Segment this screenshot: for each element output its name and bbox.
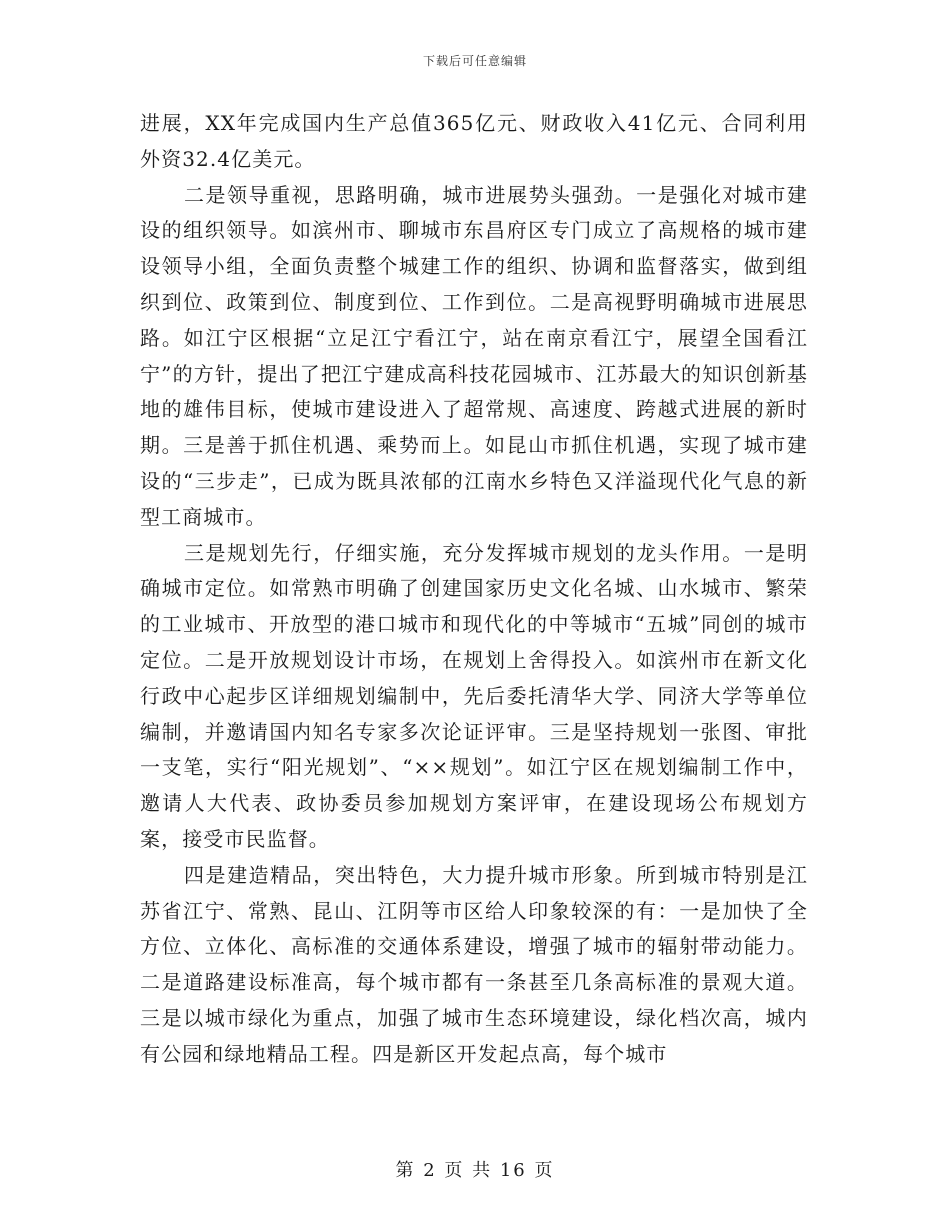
page-header: 下载后可任意编辑 xyxy=(422,54,527,68)
paragraph-planning: 三是规划先行，仔细实施，充分发挥城市规划的龙头作用。一是明确城市定位。如常熟市明确了创建国家历史文化名城、山水城市、繁荣的工业城市、开放型的港口城市和现代化的中等城市“五城”同创的城市定位。二是开放规划设计市场，在规划上舍得投入。如滨州市在新文化行政中心起步区详细规划编制中，先后委托清华大学、同济大学等单位编制，并邀请国内知名专家多次论证评审。三是坚持规划一张图、审批一支笔，实行“阳光规划”、“××规划”。如江宁区在规划编制工作中，邀请人大代表、政协委员参加规划方案评审，在建设现场公布规划方案，接受市民监督。 xyxy=(140,540,808,851)
paragraph-leadership: 二是领导重视，思路明确，城市进展势头强劲。一是强化对城市建设的组织领导。如滨州市、聊城市东昌府区专门成立了高规格的城市建设领导小组，全面负责整个城建工作的组织、协调和监督落实，做到组织到位、政策到位、制度到位、工作到位。二是高视野明确城市进展思路。如江宁区根据“立足江宁看江宁，站在南京看江宁，展望全国看江宁”的方针，提出了把江宁建成高科技花园城市、江苏最大的知识创新基地的雄伟目标，使城市建设进入了超常规、高速度、跨越式进展的新时期。三是善于抓住机遇、乘势而上。如昆山市抓住机遇，实现了城市建设的“三步走”，已成为既具浓郁的江南水乡特色又洋溢现代化气息的新型工商城市。 xyxy=(140,182,808,529)
paragraph-continuation: 进展，XX年完成国内生产总值365亿元、财政收入41亿元、合同利用外资32.4亿美元。 xyxy=(140,111,808,171)
page-number: 第 2 页 共 16 页 xyxy=(395,1160,555,1181)
paragraph-quality: 四是建造精品，突出特色，大力提升城市形象。所到城市特别是江苏省江宁、常熟、昆山、江阴等市区给人印象较深的有：一是加快了全方位、立体化、高标准的交通体系建设，增强了城市的辐射带动能力。二是道路建设标准高，每个城市都有一条甚至几条高标准的景观大道。三是以城市绿化为重点，加强了城市生态环境建设，绿化档次高，城内有公园和绿地精品工程。四是新区开发起点高，每个城市 xyxy=(140,862,808,1066)
document-body xyxy=(140,106,808,1073)
